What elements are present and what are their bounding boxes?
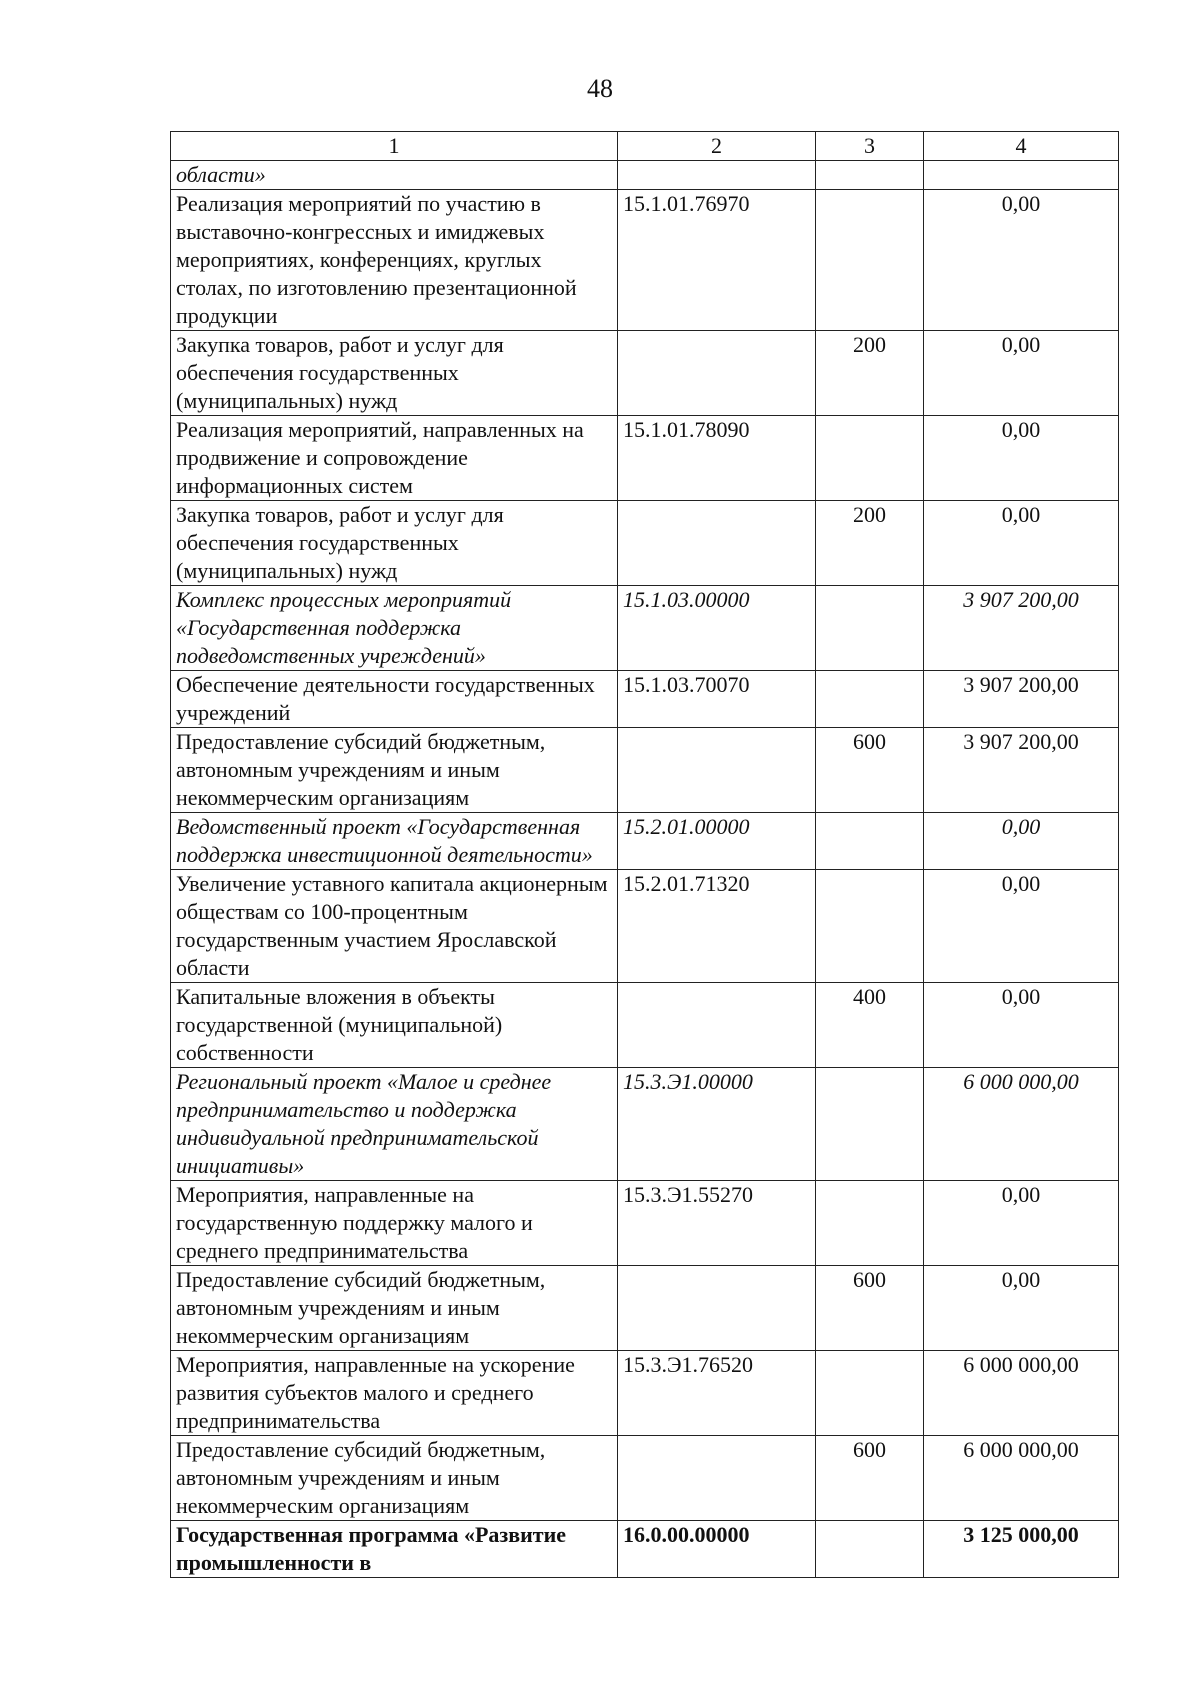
item-name-cell: Ведомственный проект «Государственная поддержка инвестиционной деятельности» xyxy=(171,813,618,870)
expense-type-cell: 200 xyxy=(816,501,924,586)
item-name-cell: Реализация мероприятий, направленных на продвижение и сопровождение информационных систем xyxy=(171,416,618,501)
amount-cell: 6 000 000,00 xyxy=(924,1068,1119,1181)
classification-code-cell: 15.3.Э1.76520 xyxy=(618,1351,816,1436)
item-name-cell: Капитальные вложения в объекты государственной (муниципальной) собственности xyxy=(171,983,618,1068)
item-name-cell: Мероприятия, направленные на государственную поддержку малого и среднего предпринимательства xyxy=(171,1181,618,1266)
classification-code-cell xyxy=(618,331,816,416)
expense-type-cell xyxy=(816,1068,924,1181)
expense-type-cell: 200 xyxy=(816,331,924,416)
table-row xyxy=(171,983,1119,1068)
item-name-cell: Комплекс процессных мероприятий «Государственная поддержка подведомственных учреждений» xyxy=(171,586,618,671)
expense-type-cell xyxy=(816,586,924,671)
table-row xyxy=(171,331,1119,416)
item-name-cell: области» xyxy=(171,161,618,190)
classification-code-cell: 15.2.01.00000 xyxy=(618,813,816,870)
amount-cell: 3 907 200,00 xyxy=(924,586,1119,671)
item-name-cell: Предоставление субсидий бюджетным, автономным учреждениям и иным некоммерческим организациям xyxy=(171,1266,618,1351)
table-row xyxy=(171,1068,1119,1181)
expense-type-cell xyxy=(816,1521,924,1578)
table-row xyxy=(171,813,1119,870)
expense-type-cell xyxy=(816,870,924,983)
table-row xyxy=(171,1436,1119,1521)
column-header: 2 xyxy=(618,132,816,161)
budget-table xyxy=(170,131,1119,1578)
amount-cell: 3 125 000,00 xyxy=(924,1521,1119,1578)
header-row xyxy=(171,132,1119,161)
table-row xyxy=(171,1351,1119,1436)
item-name-cell: Государственная программа «Развитие промышленности в xyxy=(171,1521,618,1578)
item-name-cell: Закупка товаров, работ и услуг для обеспечения государственных (муниципальных) нужд xyxy=(171,501,618,586)
column-header: 3 xyxy=(816,132,924,161)
table-row xyxy=(171,190,1119,331)
item-name-cell: Предоставление субсидий бюджетным, автономным учреждениям и иным некоммерческим организациям xyxy=(171,728,618,813)
item-name-cell: Региональный проект «Малое и среднее предпринимательство и поддержка индивидуальной предпринимательской инициативы» xyxy=(171,1068,618,1181)
amount-cell: 0,00 xyxy=(924,983,1119,1068)
classification-code-cell xyxy=(618,161,816,190)
table-row xyxy=(171,416,1119,501)
expense-type-cell xyxy=(816,813,924,870)
classification-code-cell: 16.0.00.00000 xyxy=(618,1521,816,1578)
item-name-cell: Обеспечение деятельности государственных учреждений xyxy=(171,671,618,728)
table-row xyxy=(171,870,1119,983)
item-name-cell: Мероприятия, направленные на ускорение развития субъектов малого и среднего предпринимательства xyxy=(171,1351,618,1436)
amount-cell: 6 000 000,00 xyxy=(924,1351,1119,1436)
classification-code-cell xyxy=(618,1436,816,1521)
amount-cell: 0,00 xyxy=(924,1181,1119,1266)
table-row xyxy=(171,1181,1119,1266)
expense-type-cell: 600 xyxy=(816,1436,924,1521)
classification-code-cell xyxy=(618,728,816,813)
table-row xyxy=(171,671,1119,728)
table-row xyxy=(171,728,1119,813)
table-row xyxy=(171,1521,1119,1578)
expense-type-cell: 600 xyxy=(816,728,924,813)
classification-code-cell: 15.1.01.76970 xyxy=(618,190,816,331)
amount-cell: 0,00 xyxy=(924,501,1119,586)
amount-cell: 6 000 000,00 xyxy=(924,1436,1119,1521)
amount-cell: 0,00 xyxy=(924,1266,1119,1351)
expense-type-cell xyxy=(816,161,924,190)
classification-code-cell: 15.3.Э1.00000 xyxy=(618,1068,816,1181)
amount-cell: 0,00 xyxy=(924,416,1119,501)
expense-type-cell xyxy=(816,1351,924,1436)
classification-code-cell xyxy=(618,983,816,1068)
amount-cell: 0,00 xyxy=(924,190,1119,331)
item-name-cell: Реализация мероприятий по участию в выставочно-конгрессных и имиджевых мероприятиях, конференциях, круглых столах, по изготовлению презентационной продукции xyxy=(171,190,618,331)
classification-code-cell: 15.1.01.78090 xyxy=(618,416,816,501)
table-row xyxy=(171,586,1119,671)
expense-type-cell xyxy=(816,190,924,331)
amount-cell: 0,00 xyxy=(924,331,1119,416)
amount-cell: 0,00 xyxy=(924,813,1119,870)
column-header: 4 xyxy=(924,132,1119,161)
table-row xyxy=(171,161,1119,190)
classification-code-cell xyxy=(618,1266,816,1351)
expense-type-cell xyxy=(816,416,924,501)
table-row xyxy=(171,1266,1119,1351)
amount-cell: 0,00 xyxy=(924,870,1119,983)
table-row xyxy=(171,501,1119,586)
column-header: 1 xyxy=(171,132,618,161)
item-name-cell: Увеличение уставного капитала акционерным обществам со 100-процентным государственным участием Ярославской области xyxy=(171,870,618,983)
table-body xyxy=(171,161,1119,1578)
item-name-cell: Закупка товаров, работ и услуг для обеспечения государственных (муниципальных) нужд xyxy=(171,331,618,416)
amount-cell xyxy=(924,161,1119,190)
page-number: 48 xyxy=(587,74,613,103)
amount-cell: 3 907 200,00 xyxy=(924,728,1119,813)
classification-code-cell: 15.3.Э1.55270 xyxy=(618,1181,816,1266)
expense-type-cell xyxy=(816,671,924,728)
expense-type-cell: 600 xyxy=(816,1266,924,1351)
classification-code-cell: 15.1.03.70070 xyxy=(618,671,816,728)
classification-code-cell xyxy=(618,501,816,586)
item-name-cell: Предоставление субсидий бюджетным, автономным учреждениям и иным некоммерческим организациям xyxy=(171,1436,618,1521)
classification-code-cell: 15.2.01.71320 xyxy=(618,870,816,983)
expense-type-cell xyxy=(816,1181,924,1266)
amount-cell: 3 907 200,00 xyxy=(924,671,1119,728)
expense-type-cell: 400 xyxy=(816,983,924,1068)
classification-code-cell: 15.1.03.00000 xyxy=(618,586,816,671)
